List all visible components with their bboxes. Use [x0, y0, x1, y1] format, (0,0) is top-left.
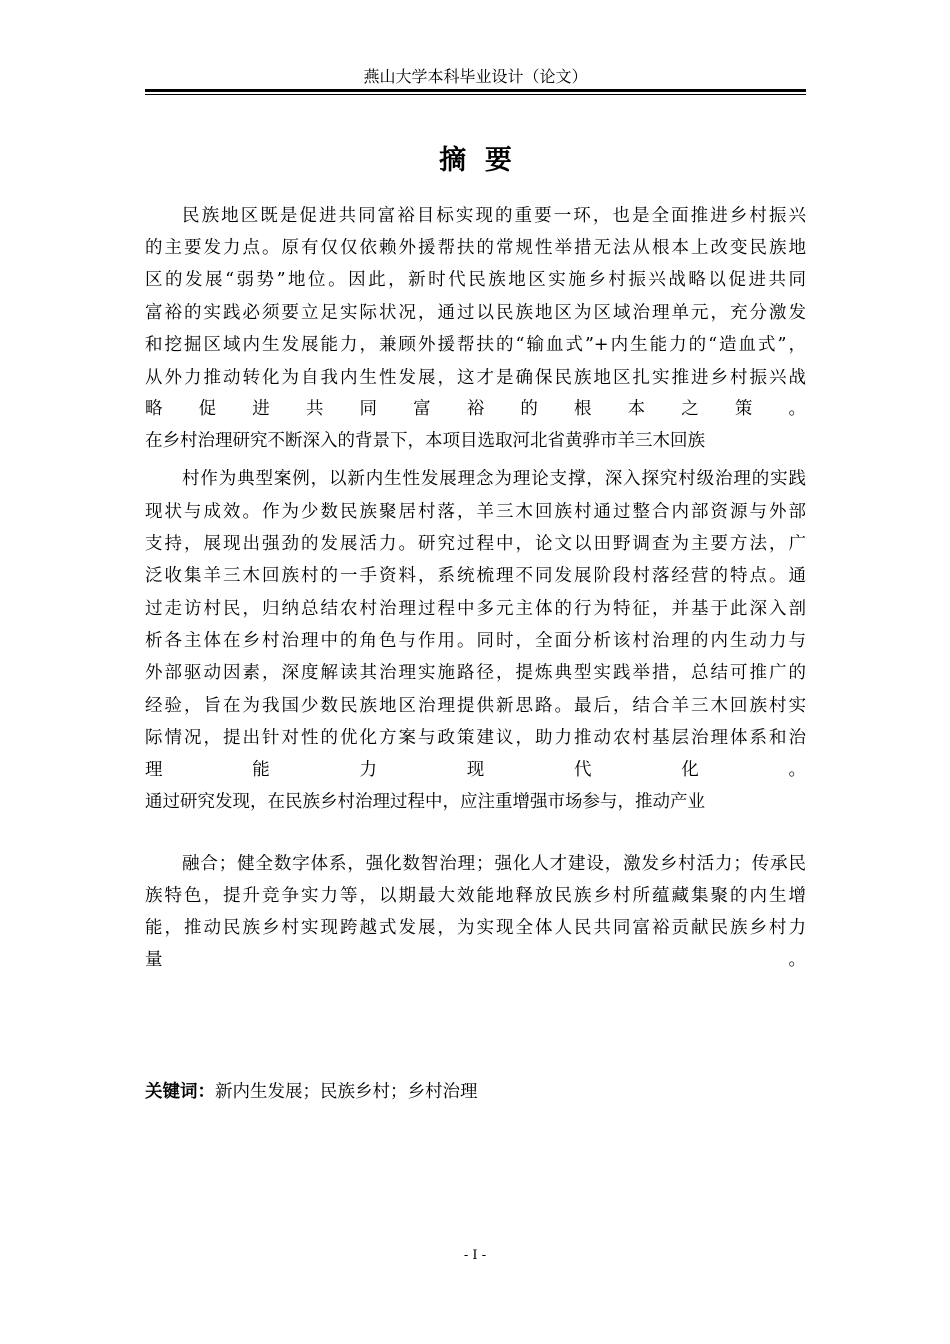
text-line: 经验，旨在为我国少数民族地区治理提供新思路。最后，结合羊三木回族村实: [145, 696, 806, 716]
text-line: 外部驱动因素，深度解读其治理实施路径，提炼典型实践举措，总结可推广的: [145, 663, 806, 683]
text-line: 区的发展“弱势”地位。因此，新时代民族地区实施乡村振兴战略以促进共同: [145, 270, 806, 290]
text-line: 从外力推动转化为自我内生性发展，这才是确保民族地区扎实推进乡村振兴战: [145, 368, 806, 388]
text-line: 村作为典型案例，以新内生性发展理念为理论支撑，深入探究村级治理的实践: [182, 469, 806, 489]
header-rule-thin: [145, 94, 806, 95]
text-line: 和挖掘区域内生发展能力，兼顾外援帮扶的“输血式”+内生能力的“造血式”，: [145, 335, 806, 355]
header-rule-thick: [145, 89, 806, 92]
keywords-value: 新内生发展；民族乡村；乡村治理: [215, 1082, 478, 1102]
text-line: 过走访村民，归纳总结农村治理过程中多元主体的行为特征，并基于此深入剖: [145, 599, 806, 619]
text-line: 现状与成效。作为少数民族聚居村落，羊三木回族村通过整合内部资源与外部: [145, 502, 806, 522]
abstract-heading: 摘 要: [439, 145, 512, 176]
text-line: 族特色，提升竞争实力等，以期最大效能地释放民族乡村所蕴藏集聚的内生增: [145, 886, 806, 906]
keywords: [145, 1080, 478, 1104]
text-line: 民族地区既是促进共同富裕目标实现的重要一环，也是全面推进乡村振兴: [182, 206, 806, 226]
text-line: 富裕的实践必须要立足实际状况，通过以民族地区为区域治理单元，充分激发: [145, 303, 806, 323]
text-line: 的主要发力点。原有仅仅依赖外援帮扶的常规性举措无法从根本上改变民族地: [145, 238, 806, 258]
text-line: 析各主体在乡村治理中的角色与作用。同时，全面分析该村治理的内生动力与: [145, 631, 806, 651]
text-line: 泛收集羊三木回族村的一手资料，系统梳理不同发展阶段村落经营的特点。通: [145, 566, 806, 586]
text-line: 理能力现代化。: [145, 760, 806, 780]
keywords-label: 关键词：: [145, 1082, 215, 1102]
text-line: 融合；健全数字体系，强化数智治理；强化人才建设，激发乡村活力；传承民: [182, 854, 806, 874]
text-line: 能，推动民族乡村实现跨越式发展，为实现全体人民共同富裕贡献民族乡村力: [145, 918, 806, 938]
text-line: 略促进共同富裕的根本之策。: [145, 399, 806, 419]
text-line: 通过研究发现，在民族乡村治理过程中，应注重增强市场参与，推动产业: [145, 792, 705, 812]
text-line: 在乡村治理研究不断深入的背景下，本项目选取河北省黄骅市羊三木回族: [145, 431, 705, 451]
text-line: 际情况，提出针对性的优化方案与政策建议，助力推动农村基层治理体系和治: [145, 728, 806, 748]
text-line: 量。: [145, 950, 806, 970]
page-number: - I -: [463, 1248, 487, 1263]
page-header-title: 燕山大学本科毕业设计（论文）: [363, 67, 588, 86]
text-line: 支持，展现出强劲的发展活力。研究过程中，论文以田野调查为主要方法，广: [145, 534, 806, 554]
